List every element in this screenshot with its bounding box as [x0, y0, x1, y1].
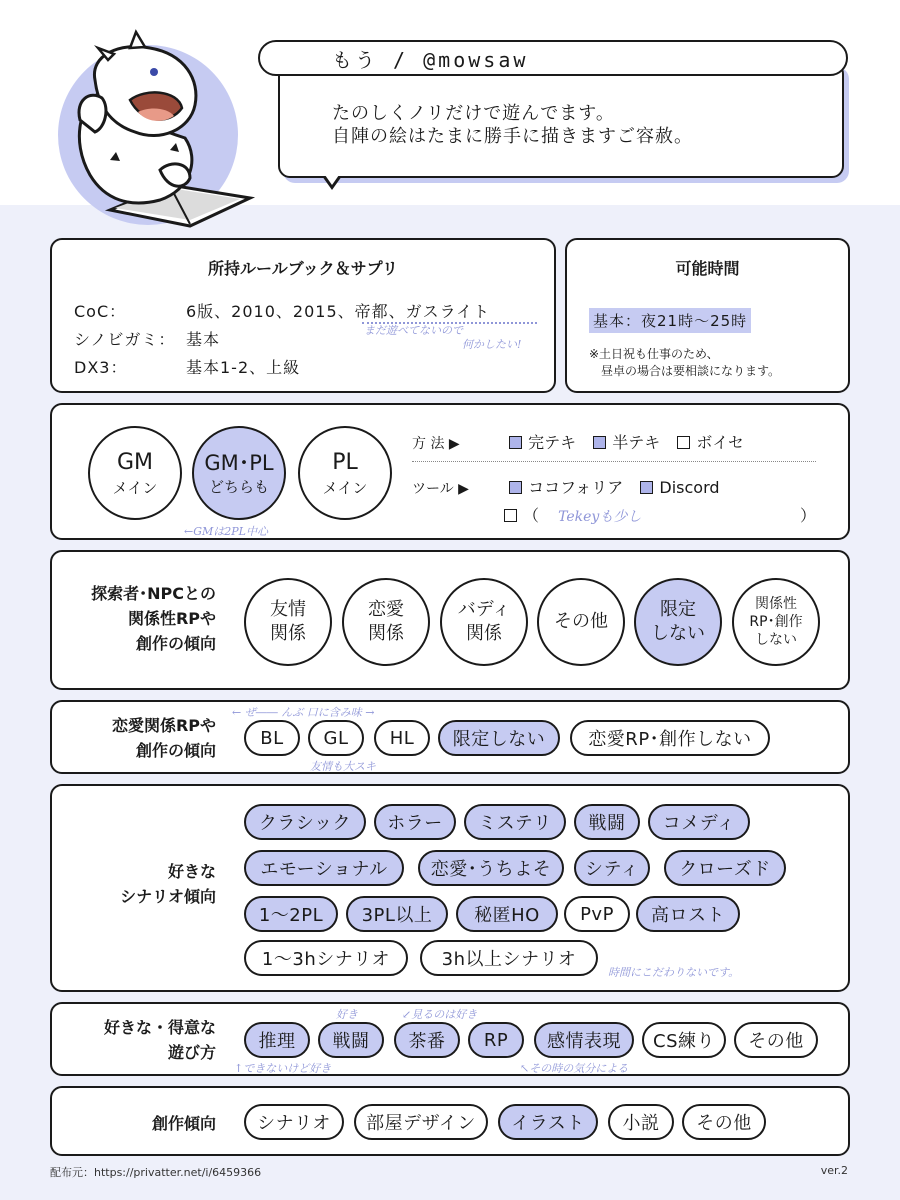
scenario-card: [50, 784, 850, 992]
tool-option: ココフォリア: [509, 478, 623, 497]
scenario-label: 好きな シナリオ傾向: [120, 862, 216, 906]
tool-label: ツール ▶: [412, 481, 469, 497]
relation-unlimited: 限定 しない: [634, 578, 722, 666]
playstyle-note-rp: ↙見るのは好き: [402, 1008, 478, 1021]
rulebooks-note-1: まだ遊べてないので: [364, 324, 463, 337]
playstyle-tag: 茶番: [394, 1022, 460, 1058]
creative-tag: 小説: [608, 1104, 674, 1140]
playstyle-tag: その他: [734, 1022, 818, 1058]
creative-tag: その他: [682, 1104, 766, 1140]
profile-name: もう / @mowsaw: [332, 47, 529, 72]
rulebooks-title: 所持ルールブック＆サプリ: [208, 259, 398, 278]
method-row: [412, 430, 744, 453]
rulebooks-note-2: 何かしたい!: [462, 338, 522, 351]
scenario-tag: ミステリ: [464, 804, 566, 840]
tool-option: Discord: [640, 478, 719, 497]
playstyle-note-left: ↑できないけど好き: [234, 1062, 332, 1075]
checkbox-icon: [593, 436, 606, 449]
availability-note-1: ※土日祝も仕事のため、: [589, 347, 719, 361]
playstyle-card: [50, 1002, 850, 1076]
tool-other-text: Tekeyも少し: [558, 509, 642, 525]
scenario-note: 時間にこだわりないです。: [608, 966, 740, 979]
method-option: ボイセ: [677, 433, 744, 452]
playstyle-label: 好きな・得意な 遊び方: [103, 1018, 216, 1062]
romance-note-top: ← ぜ―― んぶ 口に含み味 →: [232, 706, 375, 719]
playstyle-tag: 推理: [244, 1022, 310, 1058]
playstyle-note-right: ↖その時の気分による: [520, 1062, 629, 1075]
creative-card: [50, 1086, 850, 1156]
role-both: GM･PL どちらも: [192, 426, 286, 520]
avatar: [50, 20, 260, 230]
footer-source: 配布元：https://privatter.net/i/6459366: [50, 1166, 262, 1179]
relation-romance: 恋愛 関係: [342, 578, 430, 666]
creative-label: 創作傾向: [151, 1114, 216, 1133]
tool-row: [412, 475, 720, 498]
tool-other-row: （ Tekeyも少し ）: [504, 503, 816, 526]
availability-title: 可能時間: [675, 259, 740, 278]
scenario-tag: エモーショナル: [244, 850, 404, 886]
scenario-tag: PvP: [564, 896, 630, 932]
bubble-tail-fill: [325, 175, 339, 185]
role-card: [50, 403, 850, 540]
romance-none: 恋愛RP･創作しない: [570, 720, 770, 756]
scenario-tag: ホラー: [374, 804, 456, 840]
role-note: ←GMは2PL中心: [184, 525, 268, 538]
relation-other: その他: [537, 578, 625, 666]
romance-label: 恋愛関係RPや 創作の傾向: [111, 716, 216, 760]
playstyle-tag: 感情表現: [534, 1022, 634, 1058]
relation-buddy: バディ 関係: [440, 578, 528, 666]
scenario-tag: クローズド: [664, 850, 786, 886]
method-label: 方 法 ▶: [412, 436, 460, 452]
scenario-tag: シティ: [574, 850, 650, 886]
bio-line-2: 自陣の絵はたまに勝手に描きますご容赦。: [332, 126, 693, 148]
scenario-tag: 3h以上シナリオ: [420, 940, 598, 976]
romance-gl: GL: [308, 720, 364, 756]
scenario-tag: クラシック: [244, 804, 366, 840]
method-option: 完テキ: [509, 433, 576, 452]
checkbox-icon: [677, 436, 690, 449]
creative-tag: イラスト: [498, 1104, 598, 1140]
relations-card: [50, 550, 850, 690]
romance-hl: HL: [374, 720, 430, 756]
scenario-tag: 1～3hシナリオ: [244, 940, 408, 976]
scenario-tag: コメディ: [648, 804, 750, 840]
relation-friendship: 友情 関係: [244, 578, 332, 666]
role-gm-main: GM メイン: [88, 426, 182, 520]
method-option: 半テキ: [593, 433, 660, 452]
availability-note-2: 昼卓の場合は要相談になります。: [589, 364, 781, 378]
name-bar: [258, 40, 848, 76]
romance-note-bottom: 友情も大スキ: [310, 760, 376, 773]
romance-card: [50, 700, 850, 774]
availability-card: [565, 238, 850, 393]
role-pl-main: PL メイン: [298, 426, 392, 520]
checkbox-icon: [509, 481, 522, 494]
scenario-tag: 恋愛･うちよそ: [418, 850, 564, 886]
footer-version: ver.2: [820, 1164, 848, 1177]
checkbox-icon: [504, 509, 517, 522]
bio-line-1: たのしくノリだけで遊んでます。: [332, 103, 615, 124]
playstyle-note-combat: 好き: [336, 1008, 358, 1021]
checkbox-icon: [509, 436, 522, 449]
scenario-tag: 高ロスト: [636, 896, 740, 932]
relations-label: 探索者･NPCとの 関係性RPや 創作の傾向: [91, 584, 216, 653]
scenario-tag: 戦闘: [574, 804, 640, 840]
dotted-divider: [412, 461, 816, 462]
romance-unlimited: 限定しない: [438, 720, 560, 756]
playstyle-tag: CS練り: [642, 1022, 726, 1058]
creative-tag: シナリオ: [244, 1104, 344, 1140]
bio-bubble: [278, 62, 844, 178]
rulebook-row: CoC： 6版、2010、2015、帝都、ガスライト: [74, 302, 491, 321]
relation-none: 関係性 RP･創作 しない: [732, 578, 820, 666]
rulebook-row: シノビガミ： 基本: [74, 330, 221, 349]
playstyle-tag: RP: [468, 1022, 524, 1058]
rulebooks-card: [50, 238, 556, 393]
availability-basic: 基本：夜21時～25時: [589, 308, 751, 333]
rulebook-row: DX3： 基本1-2、上級: [74, 358, 301, 377]
scenario-tag: 1～2PL: [244, 896, 338, 932]
playstyle-tag: 戦闘: [318, 1022, 384, 1058]
checkbox-icon: [640, 481, 653, 494]
romance-bl: BL: [244, 720, 300, 756]
scenario-tag: 3PL以上: [346, 896, 448, 932]
creative-tag: 部屋デザイン: [354, 1104, 488, 1140]
scenario-tag: 秘匿HO: [456, 896, 558, 932]
